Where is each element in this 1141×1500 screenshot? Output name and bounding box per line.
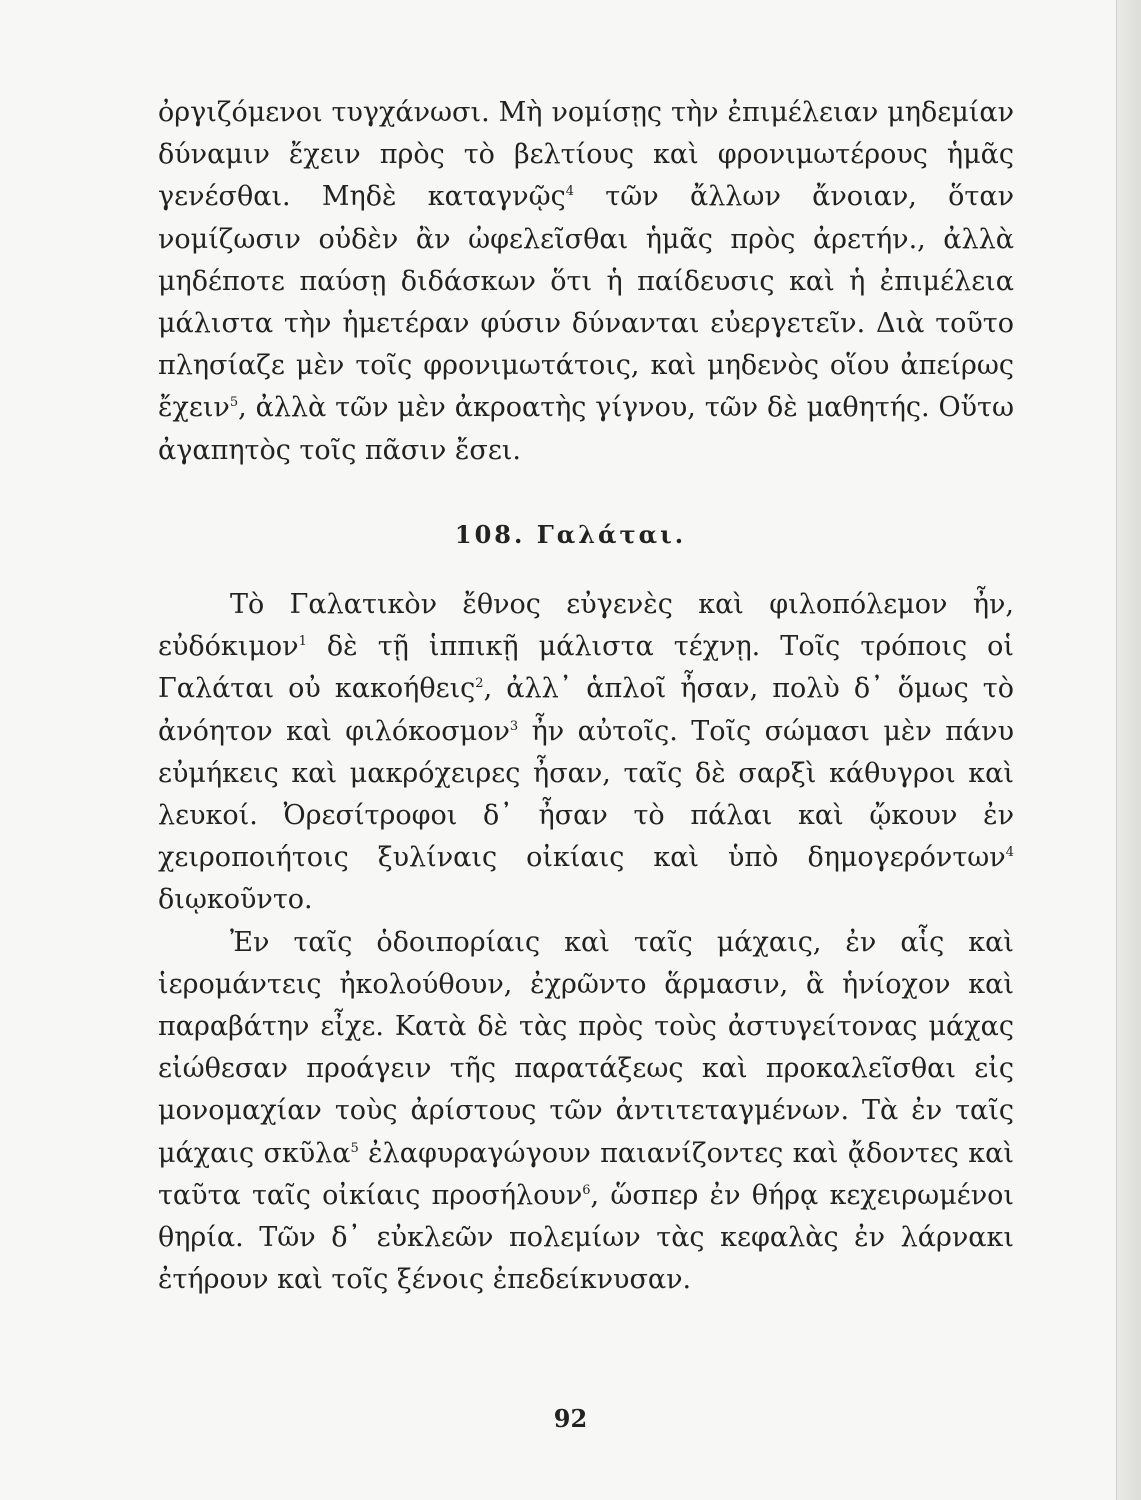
text-run: ἦν αὐτοῖς. Τοῖς σώμασι μὲν πάνυ εὐμήκεις καὶ μακρόχειρες ἦσαν, ταῖς δὲ σαρξὶ κάθυγροι καὶ λευκοί. Ὀρεσίτροφοι δ᾿ ἦσαν τὸ πάλαι καὶ ᾤκουν ἐν χειροποιήτοις ξυλίναις οἰκίαις καὶ ὑπὸ δημογερόντων [158, 715, 1015, 874]
footnote-marker: 4 [565, 184, 575, 200]
footnote-marker: 6 [582, 1182, 591, 1198]
text-run: Τὸ Γαλατικὸν ἔθνος εὐγενὲς καὶ φιλοπόλεμον ἦν, εὐδόκιμον [158, 589, 1014, 663]
footnote-marker: 5 [229, 395, 239, 411]
footnote-marker: 5 [350, 1140, 359, 1156]
section-body [158, 584, 1014, 1301]
footnote-marker: 3 [509, 718, 519, 734]
text-run: , ὥσπερ ἐν θήρᾳ κεχειρωμένοι θηρία. Τῶν δ᾿ εὐκλεῶν πολεμίων τὰς κεφαλὰς ἐν λάρνακι ἐτήρουν καὶ τοῖς ξένοις ἐπεδείκνυσαν. [158, 1179, 1014, 1296]
page-number: 92 [553, 1404, 588, 1433]
text-run: ἐλαφυραγώγουν παιανίζοντες καὶ ᾄδοντες καὶ ταῦτα ταῖς οἰκίαις προσήλουν [158, 1137, 1014, 1211]
text-run: ὀργιζόμενοι τυγχάνωσι. Μὴ νομίσῃς τὴν ἐπιμέλειαν μηδεμίαν δύναμιν ἔχειν πρὸς τὸ βελτίους καὶ φρονιμωτέρους ἡμᾶς γενέσθαι. Μηδὲ καταγνῷς [158, 97, 1014, 213]
text-run: , ἀλλ᾿ ἁπλοῖ ἦσαν, πολὺ δ᾿ ὅμως τὸ ἀνόητον καὶ φιλόκοσμον [158, 673, 1014, 747]
footnote-marker: 1 [298, 634, 307, 650]
paragraph-2 [158, 922, 1014, 1302]
section-heading: 108. Γαλάται. [454, 520, 687, 549]
footnote-marker: 2 [475, 676, 484, 692]
text-run: διῳκοῦντο. [158, 884, 313, 916]
text-run: , ἀλλὰ τῶν μὲν ἀκροατὴς γίγνου, τῶν δὲ μαθητής. Οὕτω ἀγαπητὸς τοῖς πᾶσιν ἔσει. [158, 392, 1014, 466]
continuation-text [158, 92, 1014, 472]
continuation-paragraph [158, 92, 1014, 472]
text-run: Ἐν ταῖς ὁδοιπορίαις καὶ ταῖς μάχαις, ἐν αἷς καὶ ἱερομάντεις ἠκολούθουν, ἐχρῶντο ἅρμασιν, ἃ ἡνίοχον καὶ παραβάτην εἶχε. Κατὰ δὲ τὰς πρὸς τοὺς ἀστυγείτονας μάχας εἰώθεσαν προάγειν τῆς παρατάξεως καὶ προκαλεῖσθαι εἰς μονομαχίαν τοὺς ἀρίστους τῶν ἀντιτεταγμένων. Τὰ ἐν ταῖς μάχαις σκῦλα [158, 926, 1014, 1169]
text-run: τῶν ἄλλων ἄνοιαν, ὅταν νομίζωσιν οὐδὲν ἂν ὠφελεῖσθαι ἡμᾶς πρὸς ἀρετήν., ἀλλὰ μηδέποτε παύσῃ διδάσκων ὅτι ἡ παίδευσις καὶ ἡ ἐπιμέλεια μάλιστα τὴν ἡμετέραν φύσιν δύνανται εὐεργετεῖν. Διὰ τοῦτο πλησίαζε μὲν τοῖς φρονιμωτάτοις, καὶ μηδενὸς οἵου ἀπείρως ἔχειν [158, 181, 1014, 424]
paragraph-1 [158, 584, 1014, 922]
footnote-marker: 4 [1005, 845, 1014, 861]
page-edge [1116, 0, 1141, 1500]
text-run: δὲ τῇ ἱππικῇ μάλιστα τέχνῃ. Τοῖς τρόποις οἱ Γαλάται οὐ κακοήθεις [158, 631, 1014, 705]
